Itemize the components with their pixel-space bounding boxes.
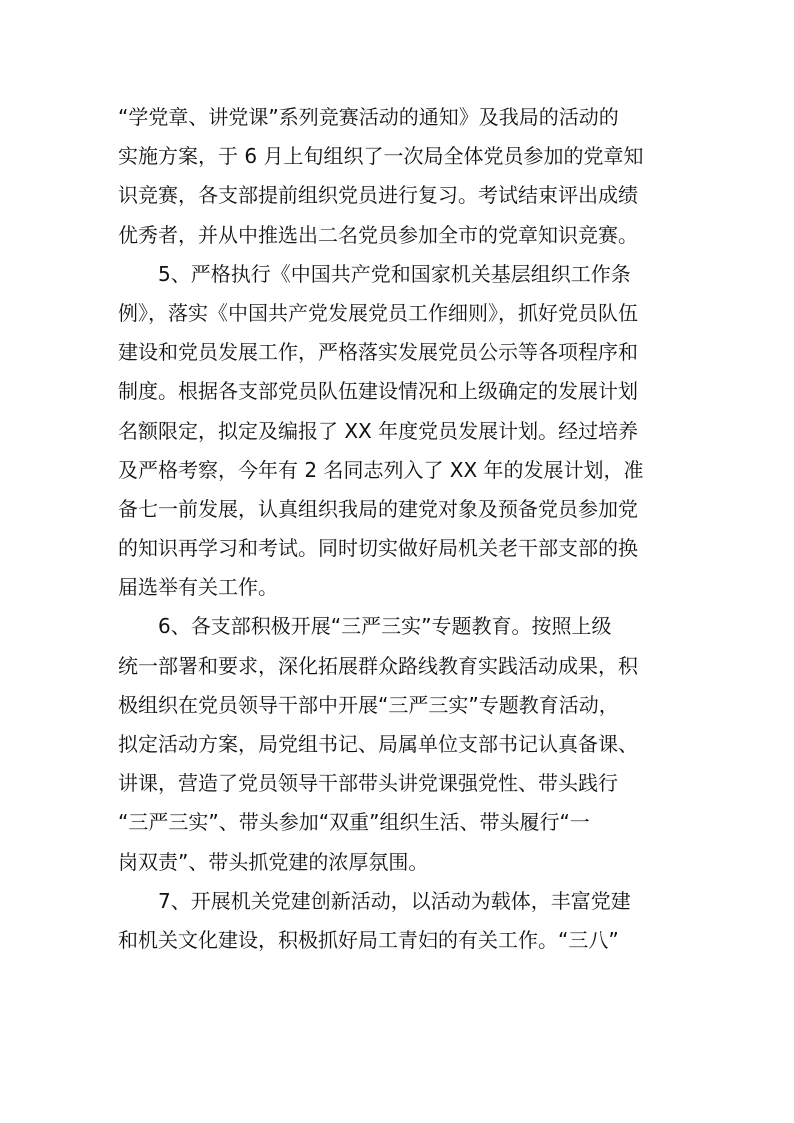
- text-line: 极组织在党员领导干部中开展“三严三实”专题教育活动，: [118, 692, 619, 717]
- text-line: 和机关文化建设，积极抓好局工青妇的有关工作。“三八”: [118, 927, 619, 952]
- text-line: 备七一前发展，认真组织我局的建党对象及预备党员参加党: [118, 496, 638, 521]
- text-line: 名额限定，拟定及编报了 XX 年度党员发展计划。经过培养: [118, 418, 639, 443]
- text-line: 及严格考察，今年有 2 名同志列入了 XX 年的发展计划，准: [118, 457, 644, 482]
- text-line: 讲课，营造了党员领导干部带头讲党课强党性、带头践行: [118, 771, 618, 796]
- text-line: 岗双责”、带头抓党建的浓厚氛围。: [118, 849, 429, 874]
- text-line: 统一部署和要求，深化拓展群众路线教育实践活动成果，积: [118, 653, 638, 678]
- text-line: 制度。根据各支部党员队伍建设情况和上级确定的发展计划: [118, 379, 638, 404]
- text-line: 例》，落实《中国共产党发展党员工作细则》，抓好党员队伍: [118, 300, 638, 325]
- text-line: 实施方案，于 6 月上旬组织了一次局全体党员参加的党章知: [118, 144, 644, 169]
- text-line: 7、开展机关党建创新活动，以活动为载体，丰富党建: [118, 888, 631, 913]
- text-line: 5、严格执行《中国共产党和国家机关基层组织工作条: [118, 261, 631, 286]
- text-line: 的知识再学习和考试。同时切实做好局机关老干部支部的换: [118, 536, 638, 561]
- text-line: 优秀者，并从中推选出二名党员参加全市的党章知识竞赛。: [118, 222, 638, 247]
- body-text: [118, 98, 678, 960]
- text-line: 6、各支部积极开展“三严三实”专题教育。按照上级: [118, 614, 612, 639]
- text-line: 识竞赛，各支部提前组织党员进行复习。考试结束评出成绩: [118, 183, 638, 208]
- text-line: 建设和党员发展工作，严格落实发展党员公示等各项程序和: [118, 340, 638, 365]
- text-line: “三严三实”、带头参加“双重”组织生活、带头履行“一: [118, 810, 590, 835]
- text-line: “学党章、讲党课”系列竞赛活动的通知》及我局的活动的: [118, 105, 619, 129]
- text-line: 届选举有关工作。: [118, 575, 278, 600]
- text-line: 拟定活动方案，局党组书记、局属单位支部书记认真备课、: [118, 732, 638, 756]
